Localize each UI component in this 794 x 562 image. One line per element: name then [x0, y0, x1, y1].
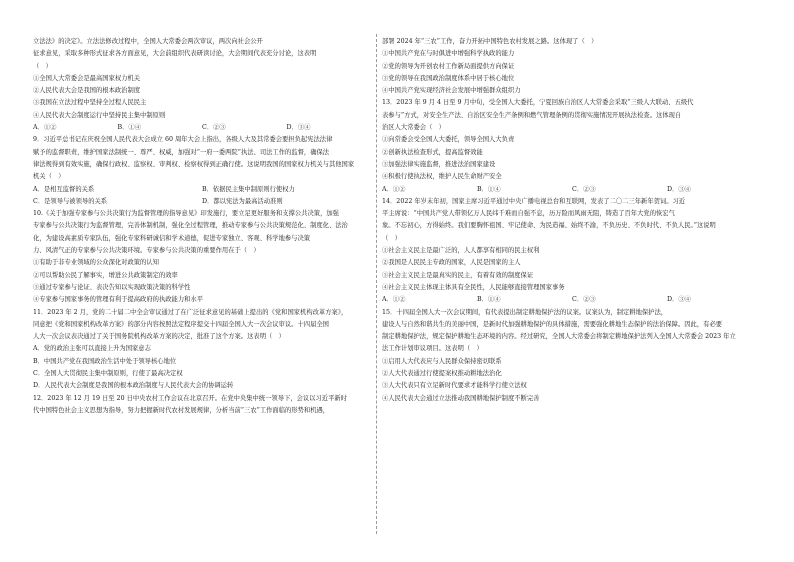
- answer-option: D．人民代表大会制度是我国的根本政治制度与人民代表大会的协调运转: [33, 382, 234, 390]
- intro-options: [33, 73, 371, 122]
- question-text-line: 同意把《党和国家机构改革方案》的部分内容按照法定程序提交十四届全国人大一次会议审议。十四届全国: [33, 320, 329, 328]
- question-text-line: 机关（ ）: [33, 173, 65, 181]
- answer-option: ④中国共产党实现经济社会发展中增强群众组织力: [382, 87, 521, 95]
- question-12: [33, 393, 371, 418]
- question-9: [33, 134, 371, 183]
- question-text-line: 建设人与自然和谐共生的美丽中国，是新时代加强耕地保护的具体措施，需要强化耕地生态保护的法治保障。因此，有必要: [382, 320, 723, 328]
- right-column: [382, 36, 762, 405]
- statement-option: ①全国人大常委会是最高国家权力机关: [33, 74, 141, 82]
- column-divider: [376, 34, 377, 534]
- question-13-choices: [382, 184, 762, 196]
- question-9-choices: [33, 184, 371, 209]
- question-text-line: 制定耕地保护法，规定保护耕地生态环境的内容。经过研究，全国人大常委会将制定耕地保护法列入全国人大常委会 2023 年立: [382, 333, 736, 341]
- answer-option: A．党的政治主张可以直接上升为国家意志: [33, 345, 151, 353]
- answer-choice: C．②③: [202, 124, 226, 132]
- statement-option: ③社会主义民主是最真实的民主，有着有效的制度保证: [382, 271, 534, 279]
- question-text-line: （ ）: [33, 62, 52, 70]
- question-text-line: 赋予的监督职责，维护国家法制统一、尊严、权威，加强对“一府一委两院”执法、司法工作的监督，确保法: [33, 148, 330, 156]
- question-text-line: 化，为建设高素质专家队伍，强化专家科研诚信和学术道德，促进专家独立、客观、科学地参与决策: [33, 234, 311, 242]
- question-14-options: [382, 245, 762, 294]
- question-text-line: 立法法》的决定》。立法法修改过程中，全国人大常委会两次审议，两次向社会公开: [33, 38, 263, 45]
- statement-option: ②可以帮助公民了解事实，增进公共政策制定的效率: [33, 271, 178, 279]
- left-column: [33, 36, 371, 417]
- question-text-line: 征求意见，采取多种形式征求各方面意见，大会前组织代表研读讨论，大会期间代表充分讨论，这表明: [33, 50, 317, 58]
- question-text-line: 15．十四届全国人大一次会议期间，有代表提出制定耕地保护法的议案。议案认为，制定耕地保护法，: [382, 308, 668, 316]
- answer-choice-row: [33, 196, 371, 208]
- answer-option: B．中国共产党在我国政治生活中处于领导核心地位: [33, 357, 177, 365]
- question-13-options: [382, 134, 762, 183]
- statement-option: ②我国是人民民主专政的国家，人民是国家的主人: [382, 259, 521, 267]
- question-text-line: 11．2023 年 2 月，党的二十届二中全会审议通过了在广泛征求意见的基础上提出的《党和国家机构改革方案》，: [33, 308, 348, 316]
- statement-option: ④社会主义民主体现主体具有全民性，人民能够直接管理国家事务: [382, 283, 565, 291]
- answer-option: C．全国人大贯彻民主集中制原则，行使了最高决定权: [33, 370, 183, 378]
- statement-option: ②人民代表大会是我国的根本政治制度: [33, 87, 141, 95]
- question-text-line: （ ）: [382, 234, 401, 242]
- answer-choice: D．③④: [667, 185, 691, 193]
- question-11: [33, 307, 371, 344]
- question-13: [382, 97, 762, 134]
- answer-option: ③党的领导在我国政治制度体系中居于核心地位: [382, 74, 515, 82]
- answer-choice-row: [33, 184, 371, 196]
- question-text-line: 象。不忘初心，方得始终。我们要胸怀祖国、牢记使命、为民造福、始终不渝，不负历史、不负时代、不负人民。”这说明: [382, 222, 716, 230]
- statement-option: ④人民代表大会制度运行中坚持民主集中制原则: [33, 111, 166, 119]
- question-text-line: 10.《关于加强专家参与公共决策行为监督管理的指导意见》印发施行，要立足更好服务和支撑公共决策，加强: [33, 210, 339, 218]
- statement-option: ②人大代表通过行使提案权推动耕地法治化: [382, 370, 502, 378]
- intro-choices: [33, 122, 371, 134]
- statement-option: ②创新执法检查形式，提高监督效能: [382, 148, 483, 156]
- answer-choice: A．①②: [382, 185, 406, 193]
- answer-choice: A．是相互监督的关系: [33, 185, 95, 193]
- statement-option: ④人民代表大会通过立法推动我国耕地保护制度不断完善: [382, 394, 540, 402]
- answer-choice: C．②③: [572, 296, 596, 304]
- intro-question: [33, 36, 371, 73]
- question-15: [382, 307, 762, 356]
- statement-option: ③我国在立法过程中坚持全过程人民民主: [33, 99, 147, 107]
- question-text-line: 平主席说：“中国共产党人带领亿万人民纬千难而自强不息，历万险而风雨无阻，铸造了百年大党的恢宏气: [382, 210, 675, 218]
- answer-choice: C．②③: [572, 185, 596, 193]
- question-text-line: 部署 2024 年“三农”工作，奋力开拓中国特色农村发展之路。这体现了（ ）: [382, 38, 598, 45]
- question-14-choices: [382, 294, 762, 306]
- answer-choice: B．①④: [477, 296, 501, 304]
- question-text-line: 律法规得到有效实施，确保行政权、监察权、审判权、检察权得到正确行使。这说明我国的国家权力机关与其他国家: [33, 160, 355, 168]
- answer-option: ②党的领导为开创农村工作新局面提供方向保证: [382, 62, 515, 70]
- answer-choice: D．③④: [286, 124, 311, 132]
- question-text-line: 代中国特色社会主义思想为指导，努力把握新时代农村发展规律，分析当前“三农”工作面临的形势和机遇，: [33, 406, 330, 414]
- question-14: [382, 196, 762, 245]
- question-text-line: 表参与”方式，对安全生产法、自治区安全生产条例和燃气管理条例的贯彻实施情况开展执法检查。这体现自: [382, 111, 682, 119]
- question-text-line: 法工作计划审议项目。这表明（ ）: [382, 345, 483, 353]
- statement-option: ①社会主义民主是最广泛的，人人都享有相同的民主权利: [382, 247, 540, 255]
- question-12-options: [382, 48, 762, 97]
- answer-choice: D．都以宪法为最高活动准则: [202, 197, 283, 205]
- answer-choice: B．①④: [117, 124, 142, 132]
- question-10-options: [33, 257, 371, 306]
- answer-choice: A．①②: [382, 296, 406, 304]
- answer-choice: B．①④: [477, 185, 501, 193]
- statement-option: ①启用人大代表应与人民群众保持密切联系: [382, 357, 502, 365]
- question-15-options: [382, 356, 762, 405]
- question-text-line: 9．习近平总书记在庆祝全国人民代表大会成立 60 周年大会上指出，各级人大及其常委会要担负起宪法法律: [33, 136, 333, 144]
- statement-option: ④积极行使执法权，维护人民生命财产安全: [382, 173, 502, 181]
- question-10: [33, 208, 371, 257]
- answer-choice: C．是领导与被领导的关系: [33, 197, 108, 205]
- question-text-line: 13．2023 年 9 月 4 日至 9 月中旬，受全国人大委托，宁夏回族自治区人大常委会采取“三级人大联动、五级代: [382, 99, 694, 107]
- statement-option: ①向常委会受全国人大委托，领导全国人大负责: [382, 136, 515, 144]
- question-text-line: 人大一次会议表决通过了关于国务院机构改革方案的决定，批准了这个方案。这表明（ ）: [33, 333, 285, 341]
- question-12-continued: [382, 36, 762, 48]
- question-text-line: 专家参与公共决策行为监督管理，完善体制机制，强化全过程管理，推动专家参与公共决策规范化、制度化、法治: [33, 222, 348, 230]
- statement-option: ④专家参与国家事务的管理有利于提高政府的执政能力和水平: [33, 296, 204, 304]
- statement-option: ③加强法律实施监督，推进法治国家建设: [382, 160, 496, 168]
- answer-choice: D．③④: [667, 296, 691, 304]
- statement-option: ①有助于非专业领域的公众深化对政策的认知: [33, 259, 159, 267]
- answer-choice: A．①②: [33, 124, 57, 132]
- question-text-line: 力、风清气正的专家参与公共决策环境。专家参与公共决策的重要作用在于（ ）: [33, 247, 260, 255]
- statement-option: ③通过专家参与论证、表决告知以实现政策决策的科学性: [33, 283, 191, 291]
- answer-choice: B．依据民主集中制原则行使权力: [202, 185, 295, 193]
- answer-option: ①中国共产党在与时俱进中增强科学执政的能力: [382, 50, 515, 58]
- statement-option: ③人大代表只有立足新时代要求才能科学行使立法权: [382, 382, 527, 390]
- question-text-line: 12．2023 年 12 月 19 日至 20 日中央农村工作会议在北京召开。在党中央集中统一领导下，会议以习近平新时: [33, 394, 347, 402]
- question-11-options: [33, 343, 371, 392]
- question-text-line: 治区人大常委会（ ）: [382, 124, 445, 132]
- question-text-line: 14．2022 年岁末年初，国家主席习近平通过中央广播电视总台和互联网，发表了二〇二三年新年贺词。习近: [382, 197, 686, 205]
